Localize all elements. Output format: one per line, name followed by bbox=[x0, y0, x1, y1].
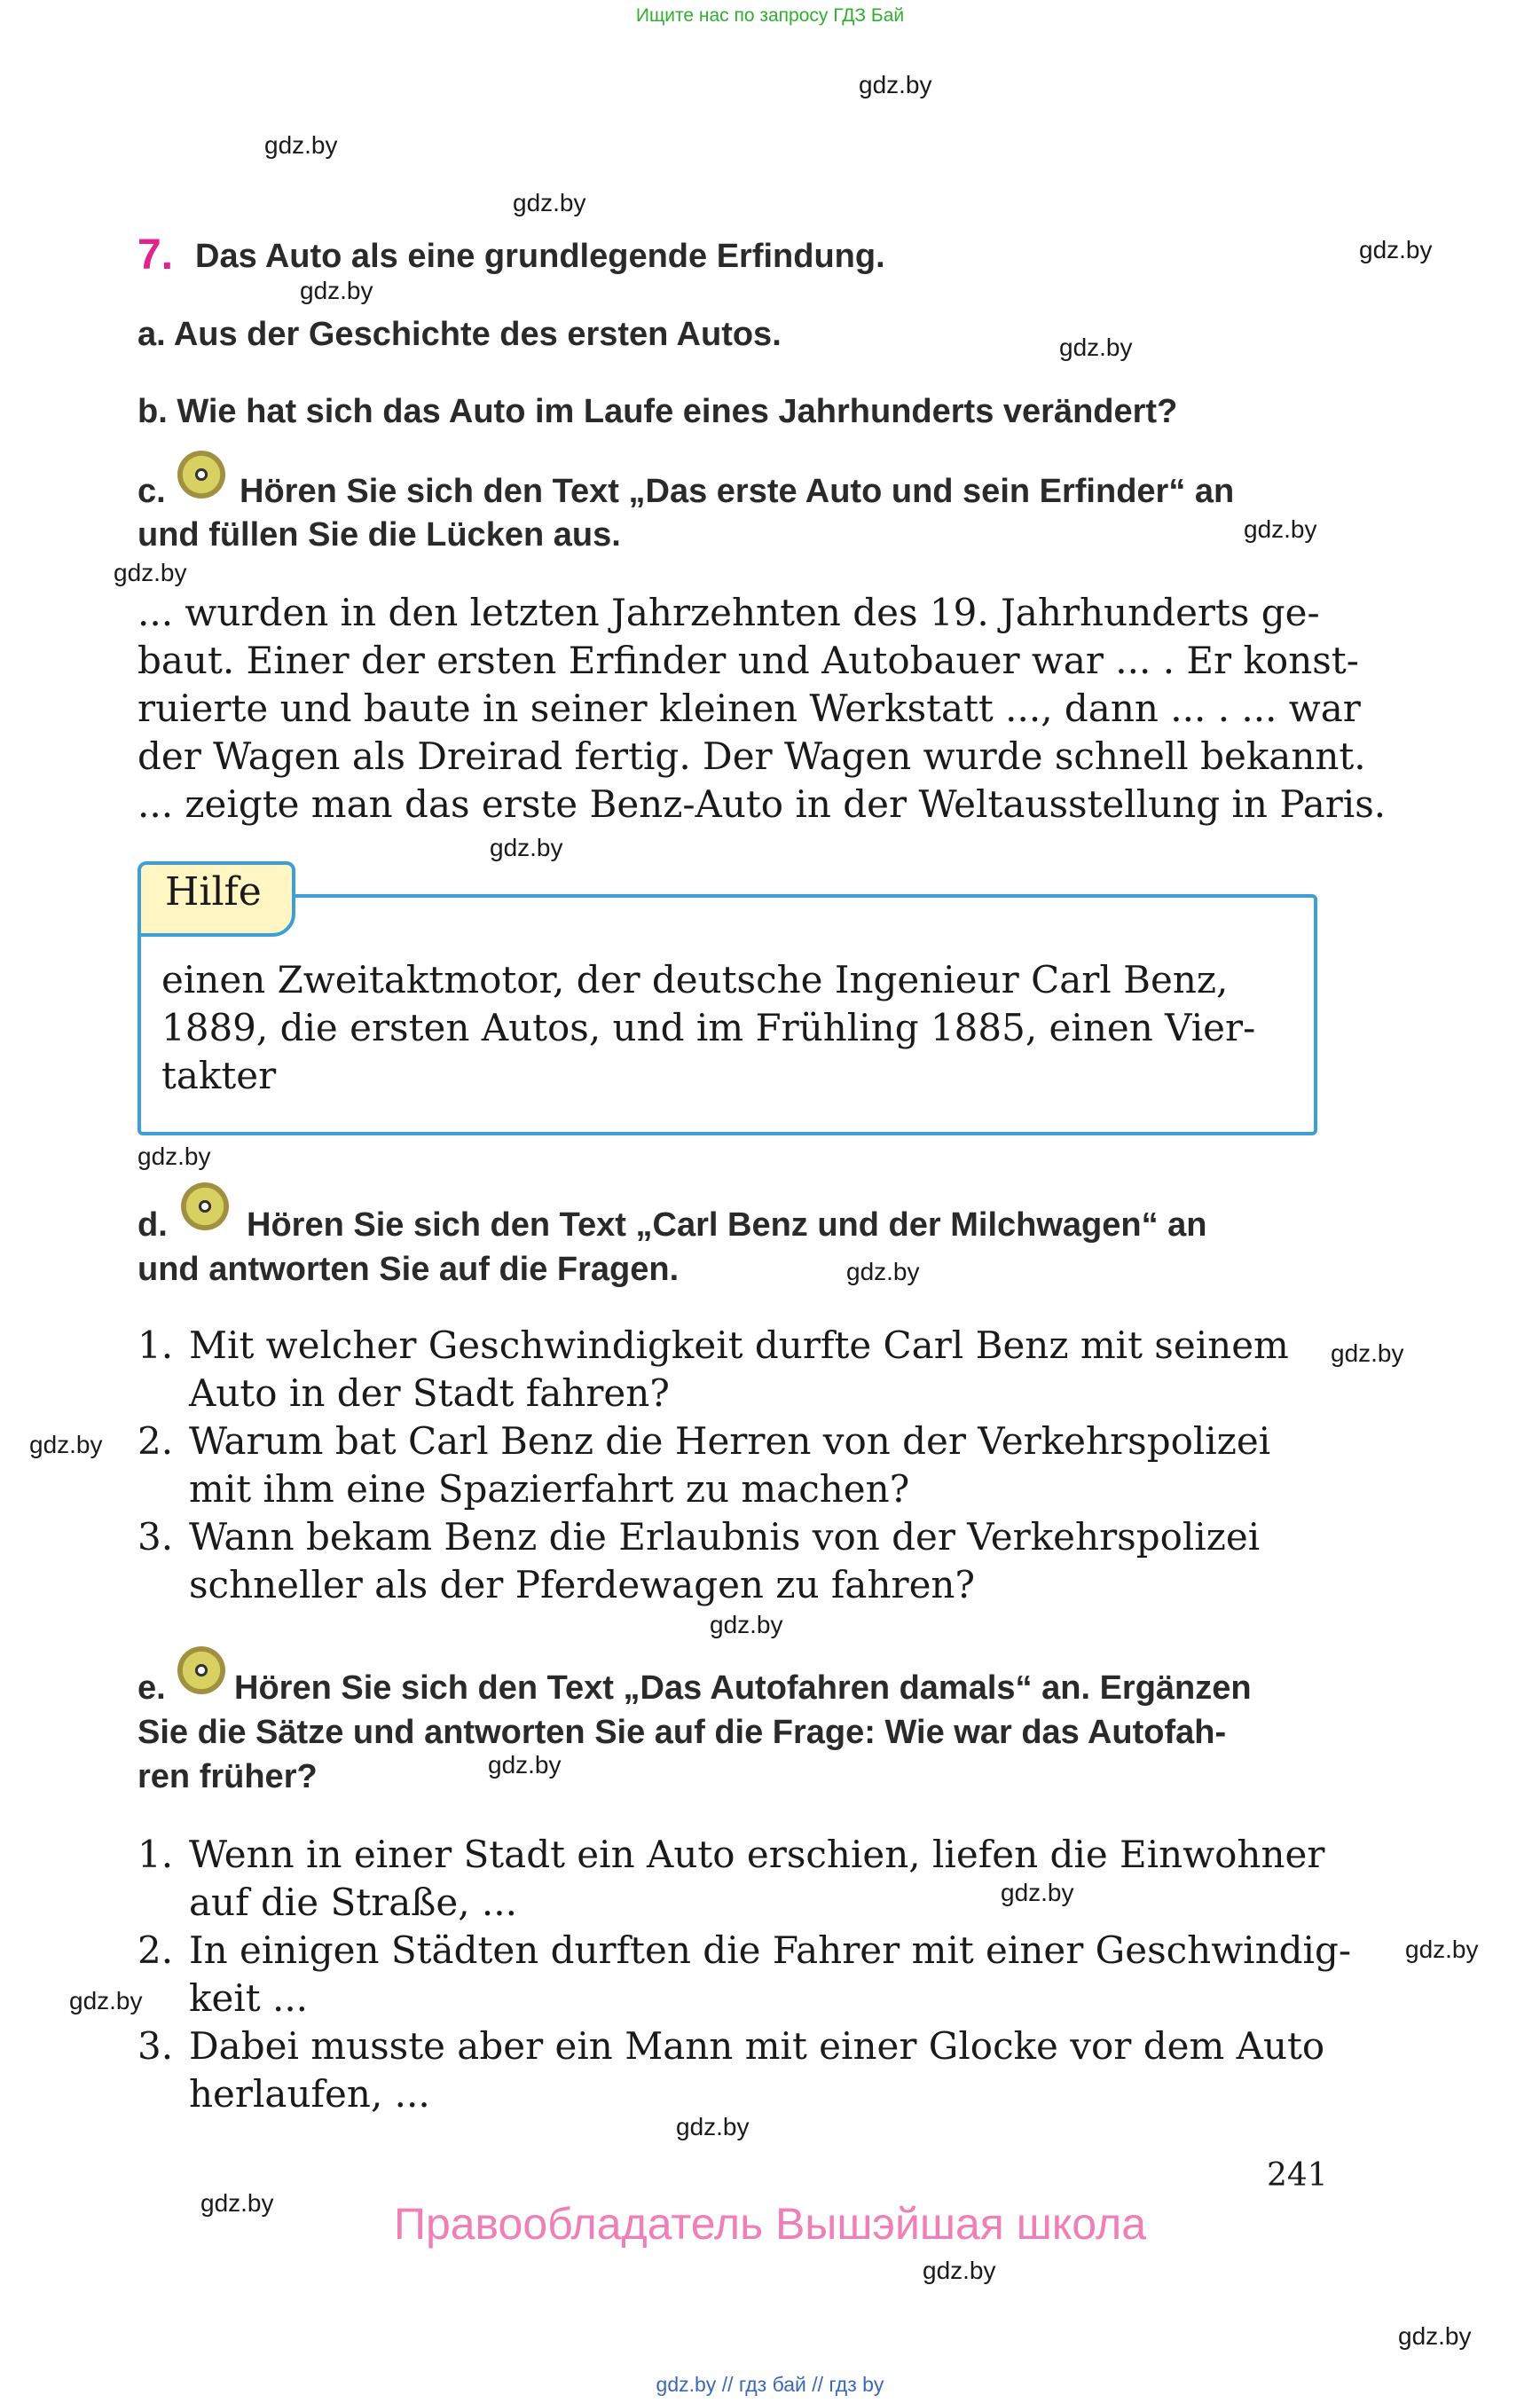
subtask-e-line3: ren früher? bbox=[138, 1758, 318, 1795]
sentence-number: 1. bbox=[138, 1833, 174, 1876]
question-number: 1. bbox=[138, 1323, 174, 1367]
watermark: gdz.by bbox=[264, 131, 338, 159]
task-number: 7. bbox=[138, 232, 174, 279]
question-number: 2. bbox=[138, 1419, 174, 1463]
watermark: gdz.by bbox=[138, 1143, 211, 1170]
subtask-e-line1: Hören Sie sich den Text „Das Autofahren damals“ an. Ergänzen bbox=[234, 1669, 1252, 1707]
sentence-number: 2. bbox=[138, 1928, 174, 1972]
subtask-b: b. Wie hat sich das Auto im Laufe eines Jahrhunderts verändert? bbox=[138, 393, 1178, 430]
question-text: schneller als der Pferdewagen zu fahren? bbox=[189, 1563, 975, 1606]
watermark: gdz.by bbox=[1405, 1936, 1479, 1963]
question-number: 3. bbox=[138, 1515, 174, 1559]
subtask-c-line1: Hören Sie sich den Text „Das erste Auto und sein Erfinder“ an bbox=[240, 473, 1235, 510]
sentence-text: Dabei musste aber ein Mann mit einer Glocke vor dem Auto bbox=[189, 2024, 1325, 2068]
watermark: gdz.by bbox=[676, 2113, 750, 2140]
watermark: gdz.by bbox=[1359, 236, 1433, 263]
top-note: Ищите нас по запросу ГДЗ Бай bbox=[635, 5, 905, 26]
subtask-a: a. Aus der Geschichte des ersten Autos. bbox=[138, 316, 782, 353]
subtask-c-line2: und füllen Sie die Lücken aus. bbox=[138, 516, 621, 554]
question-text: Mit welcher Geschwindigkeit durfte Carl Benz mit seinem bbox=[189, 1323, 1289, 1367]
question-text: Wann bekam Benz die Erlaubnis von der Verkehrspolizei bbox=[189, 1515, 1261, 1559]
hilfe-text-line: takter bbox=[161, 1054, 277, 1097]
sentence-text: Wenn in einer Stadt ein Auto erschien, liefen die Einwohner bbox=[189, 1833, 1325, 1876]
gap-text-line: der Wagen als Dreirad fertig. Der Wagen wurde schnell bekannt. bbox=[138, 734, 1366, 778]
bottom-note[interactable]: gdz.by // гдз бай // гдз by bbox=[656, 2373, 884, 2396]
watermark: gdz.by bbox=[513, 189, 586, 216]
subtask-d-line1: Hören Sie sich den Text „Carl Benz und der Milchwagen“ an bbox=[247, 1206, 1207, 1244]
sentence-text: In einigen Städten durften die Fahrer mit einer Geschwindig- bbox=[189, 1928, 1352, 1972]
subtask-d-line2: und antworten Sie auf die Fragen. bbox=[138, 1251, 680, 1288]
sentence-text: herlaufen, ... bbox=[189, 2072, 430, 2116]
gap-text-line: ... zeigte man das erste Benz-Auto in der Weltausstellung in Paris. bbox=[138, 782, 1387, 826]
watermark: gdz.by bbox=[29, 1431, 103, 1458]
sentence-text: keit ... bbox=[189, 1976, 309, 2020]
subtask-e-label: e. bbox=[138, 1669, 166, 1707]
subtask-c-label: c. bbox=[138, 473, 166, 510]
watermark: gdz.by bbox=[1244, 515, 1317, 543]
question-text: mit ihm eine Spazierfahrt zu machen? bbox=[189, 1467, 910, 1511]
watermark: gdz.by bbox=[1001, 1879, 1074, 1906]
question-text: Warum bat Carl Benz die Herren von der Verkehrspolizei bbox=[189, 1419, 1271, 1463]
watermark: gdz.by bbox=[1398, 2322, 1472, 2350]
watermark: gdz.by bbox=[710, 1611, 783, 1638]
watermark: gdz.by bbox=[923, 2257, 996, 2284]
sentence-text: auf die Straße, ... bbox=[189, 1881, 517, 1924]
audio-cd-icon[interactable] bbox=[177, 1646, 225, 1694]
watermark: gdz.by bbox=[859, 71, 932, 98]
subtask-e-line2: Sie die Sätze und antworten Sie auf die Frage: Wie war das Autofah- bbox=[138, 1714, 1227, 1751]
audio-cd-icon[interactable] bbox=[177, 451, 225, 499]
task-title: Das Auto als eine grundlegende Erfindung. bbox=[195, 238, 885, 275]
watermark: gdz.by bbox=[490, 834, 563, 861]
watermark: gdz.by bbox=[300, 277, 373, 304]
watermark: gdz.by bbox=[1059, 334, 1133, 361]
watermark: gdz.by bbox=[488, 1751, 562, 1779]
rights-holder-footer: Правообладатель Вышэйшая школа bbox=[394, 2199, 1146, 2249]
hilfe-text-line: einen Zweitaktmotor, der deutsche Ingenieur Carl Benz, bbox=[161, 958, 1229, 1001]
question-text: Auto in der Stadt fahren? bbox=[189, 1371, 670, 1415]
watermark: gdz.by bbox=[114, 559, 187, 586]
sentence-number: 3. bbox=[138, 2024, 174, 2068]
hilfe-label: Hilfe bbox=[165, 869, 262, 915]
watermark: gdz.by bbox=[846, 1258, 920, 1285]
subtask-d-label: d. bbox=[138, 1206, 168, 1244]
watermark: gdz.by bbox=[69, 1987, 143, 2014]
gap-text-line: baut. Einer der ersten Erfinder und Autobauer war ... . Er konst- bbox=[138, 639, 1359, 682]
hilfe-text-line: 1889, die ersten Autos, und im Frühling 1885, einen Vier- bbox=[161, 1006, 1256, 1049]
gap-text-line: ... wurden in den letzten Jahrzehnten des 19. Jahrhunderts ge- bbox=[138, 591, 1320, 634]
watermark: gdz.by bbox=[1331, 1339, 1404, 1367]
page-number: 241 bbox=[1267, 2157, 1328, 2194]
watermark: gdz.by bbox=[200, 2189, 274, 2217]
gap-text-line: ruierte und baute in seiner kleinen Werkstatt ..., dann ... . ... war bbox=[138, 687, 1361, 730]
audio-cd-icon[interactable] bbox=[181, 1182, 229, 1230]
